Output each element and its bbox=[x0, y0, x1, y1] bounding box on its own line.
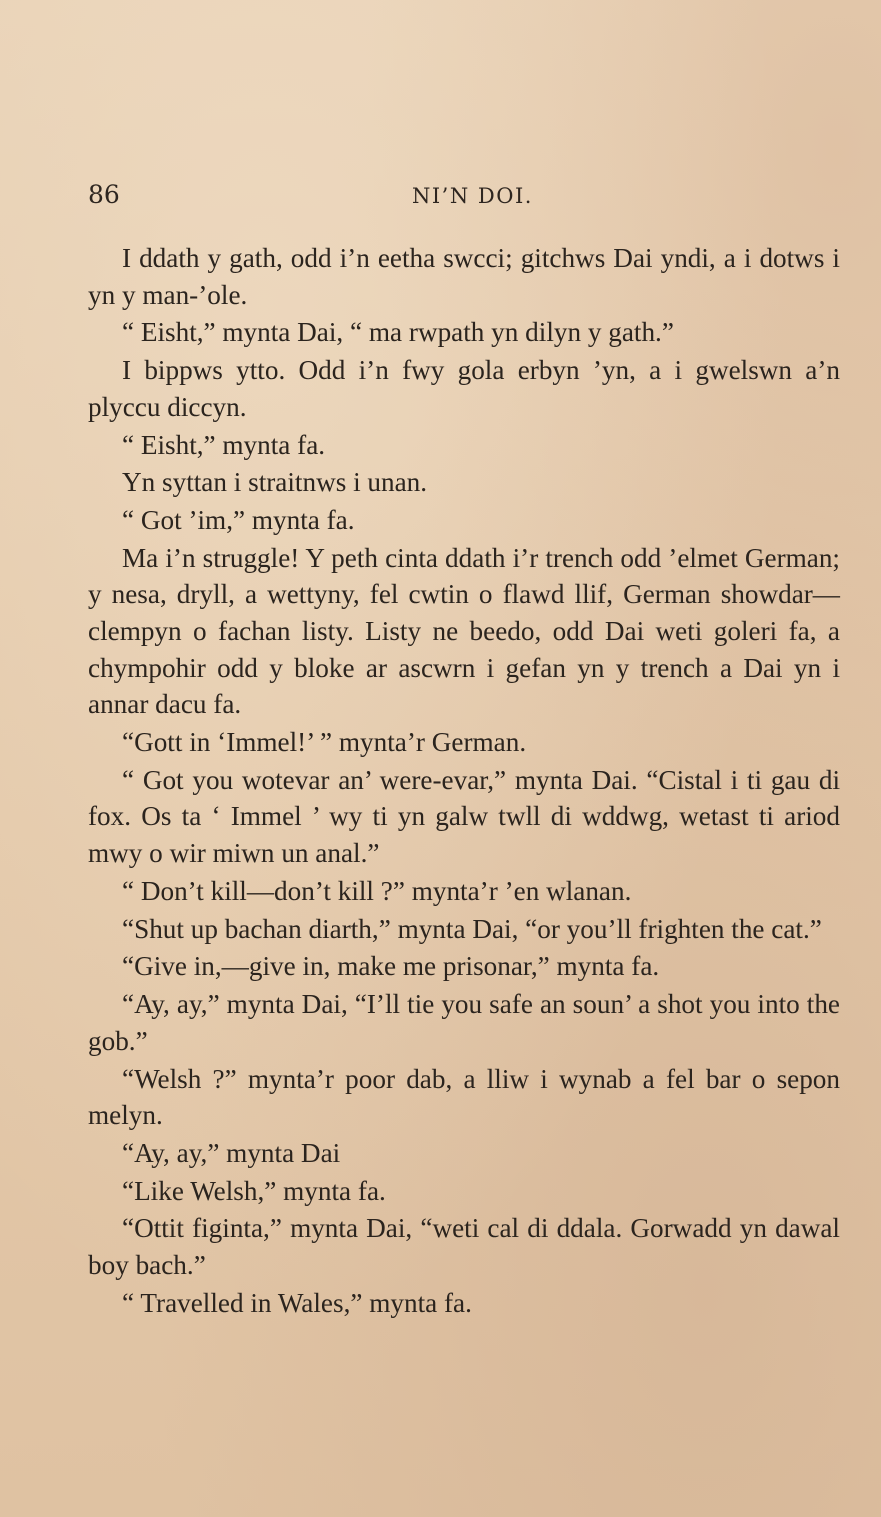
paragraph: “ Eisht,” mynta Dai, “ ma rwpath yn dilyn y gath.” bbox=[122, 317, 674, 348]
paragraph: “Like Welsh,” mynta fa. bbox=[122, 1175, 386, 1206]
paragraph: “Shut up bachan diarth,” mynta Dai, “or you’ll frighten the cat.” bbox=[122, 913, 822, 944]
page-number: 86 bbox=[88, 180, 120, 209]
paragraph: “Gott in ‘Immel!’ ” mynta’r German. bbox=[122, 727, 527, 758]
paragraph: “ Don’t kill—don’t kill ?” mynta’r ’en wlanan. bbox=[122, 875, 632, 906]
paragraph: I bippws ytto. Odd i’n fwy gola erbyn ’yn, a i gwelswn a’n plyccu diccyn. bbox=[88, 355, 840, 422]
body-text bbox=[88, 240, 840, 1323]
page-header bbox=[88, 180, 840, 220]
paragraph: “Ottit figinta,” mynta Dai, “weti cal di ddala. Gorwadd yn dawal boy bach.” bbox=[88, 1213, 840, 1281]
paragraph: “Welsh ?” mynta’r poor dab, a lliw i wynab a fel bar o sepon melyn. bbox=[88, 1063, 840, 1131]
paragraph: “ Travelled in Wales,” mynta fa. bbox=[122, 1287, 472, 1318]
paragraph: “ Eisht,” mynta fa. bbox=[122, 429, 326, 460]
paragraph: “ Got you wotevar an’ were-evar,” mynta Dai. “Cistal i ti gau di fox. Os ta ‘ Immel ’ wy ti yn galw twll di wddwg, wetast ti ariod mwy o wir miwn un anal.” bbox=[88, 764, 840, 868]
paragraph: Yn syttan i straitnws i unan. bbox=[122, 467, 428, 498]
paragraph: “ Got ’im,” mynta fa. bbox=[122, 505, 355, 536]
running-head: NI’N DOI. bbox=[412, 184, 533, 208]
paragraph: I ddath y gath, odd i’n eetha swcci; gitchws Dai yndi, a i dotws i yn y man-’ole. bbox=[88, 243, 840, 310]
paragraph: Ma i’n struggle! Y peth cinta ddath i’r trench odd ’elmet German; y nesa, dryll, a wettyny, fel cwtin o flawd llif, German showdar—clempyn o fachan listy. Listy ne beedo, odd Dai weti goleri fa, a chympohir odd y bloke ar ascwrn i gefan yn y trench a Dai yn i annar dacu fa. bbox=[88, 542, 840, 720]
paragraph: “Give in,—give in, make me prisonar,” mynta fa. bbox=[122, 951, 660, 982]
paragraph: “Ay, ay,” mynta Dai, “I’ll tie you safe an soun’ a shot you into the gob.” bbox=[88, 989, 840, 1056]
paragraph: “Ay, ay,” mynta Dai bbox=[122, 1137, 341, 1168]
